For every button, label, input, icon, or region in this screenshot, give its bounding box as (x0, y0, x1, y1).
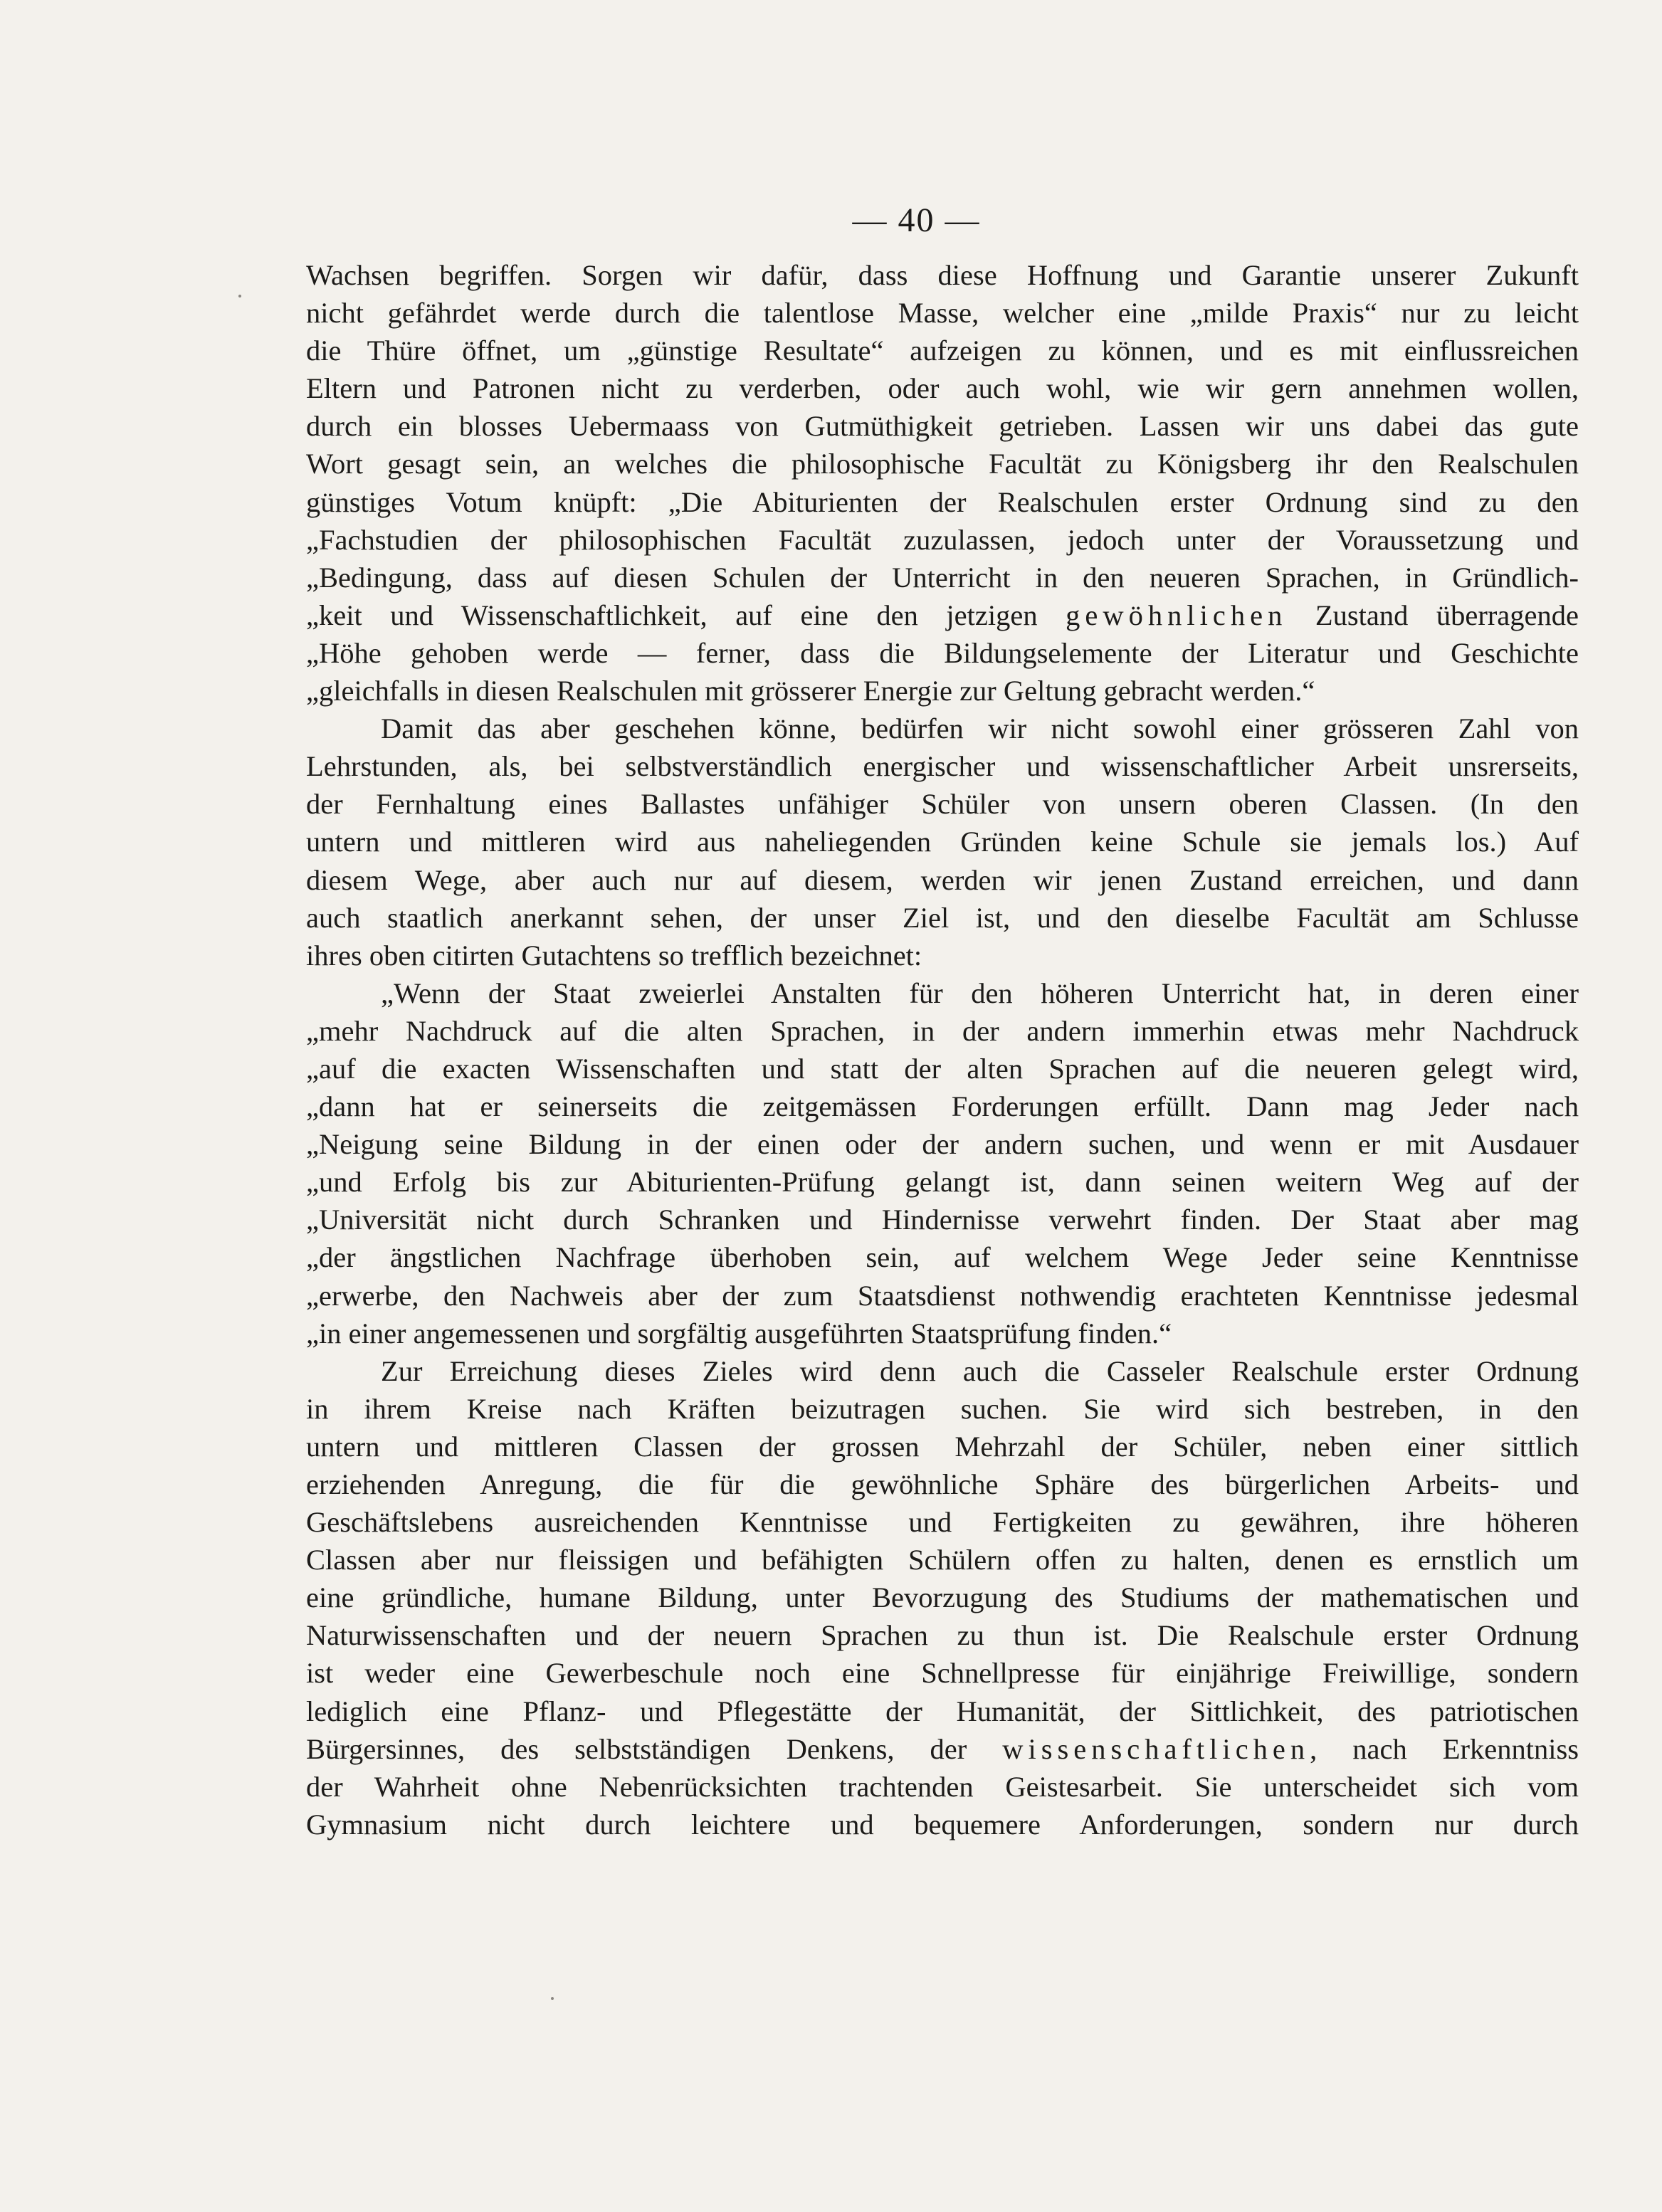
text-line: erziehenden Anregung, die für die gewöhnliche Sphäre des bürgerlichen Arbeits- und (306, 1468, 1579, 1500)
text-line: Classen aber nur fleissigen und befähigten Schülern offen zu halten, denen es ernstlich um (306, 1544, 1579, 1576)
text-line: Damit das aber geschehen könne, bedürfen wir nicht sowohl einer grösseren Zahl von (381, 712, 1579, 745)
text-run: Bürgersinnes, des selbstständigen Denkens, der (306, 1732, 1003, 1765)
scan-speck (238, 295, 241, 297)
text-line: „mehr Nachdruck auf die alten Sprachen, in der andern immerhin etwas mehr Nachdruck (306, 1014, 1579, 1047)
text-line: „Neigung seine Bildung in der einen oder der andern suchen, und wenn er mit Ausdauer (306, 1128, 1579, 1161)
text-line: „in einer angemessenen und sorgfältig ausgeführten Staatsprüfung finden.“ (306, 1317, 1172, 1349)
text-line: untern und mittleren Classen der grossen Mehrzahl der Schüler, neben einer sittlich (306, 1430, 1579, 1463)
scan-speck (551, 1997, 554, 2000)
text-line: die Thüre öffnet, um „günstige Resultate“ aufzeigen zu können, und es mit einflussreichen (306, 335, 1579, 367)
text-line: Gymnasium nicht durch leichtere und bequemere Anforderungen, sondern nur durch (306, 1808, 1579, 1840)
text-line: „Fachstudien der philosophischen Facultät zuzulassen, jedoch unter der Voraussetzung und (306, 523, 1579, 556)
text-line: untern und mittleren wird aus naheliegenden Gründen keine Schule sie jemals los.) Auf (306, 826, 1579, 858)
text-line: nicht gefährdet werde durch die talentlose Masse, welcher eine „milde Praxis“ nur zu leicht (306, 297, 1579, 330)
text-line: „Bedingung, dass auf diesen Schulen der Unterricht in den neueren Sprachen, in Gründlich- (306, 561, 1579, 594)
text-line: Wachsen begriffen. Sorgen wir dafür, dass diese Hoffnung und Garantie unserer Zukunft (306, 259, 1579, 291)
text-line (306, 596, 1579, 634)
text-line: Wort gesagt sein, an welches die philosophische Facultät zu Königsberg ihr den Realschulen (306, 448, 1579, 480)
paragraph-2 (306, 710, 1579, 974)
text-line: „Wenn der Staat zweierlei Anstalten für den höheren Unterricht hat, in deren einer (381, 976, 1579, 1009)
text-line: ist weder eine Gewerbeschule noch eine Schnellpresse für einjährige Freiwillige, sondern (306, 1657, 1579, 1690)
text-line: „Höhe gehoben werde — ferner, dass die Bildungselemente der Literatur und Geschichte (306, 636, 1579, 669)
text-line: „erwerbe, den Nachweis aber der zum Staatsdienst nothwendig erachteten Kenntnisse jedesmal (306, 1279, 1579, 1312)
text-line: durch ein blosses Uebermaass von Gutmüthigkeit getrieben. Lassen wir uns dabei das gute (306, 410, 1579, 443)
text-line: lediglich eine Pflanz- und Pflegestätte der Humanität, der Sittlichkeit, des patriotischen (306, 1695, 1579, 1727)
text-run: , nach Erkenntniss (1310, 1732, 1579, 1765)
spaced-emphasis: wissenschaftlichen (1002, 1732, 1310, 1765)
text-line: „der ängstlichen Nachfrage überhoben sein, auf welchem Wege Jeder seine Kenntnisse (306, 1241, 1579, 1274)
text-line: Geschäftslebens ausreichenden Kenntnisse und Fertigkeiten zu gewähren, ihre höheren (306, 1506, 1579, 1539)
paragraph-4 (306, 1352, 1579, 1843)
text-line: eine gründliche, humane Bildung, unter Bevorzugung des Studiums der mathematischen und (306, 1581, 1579, 1614)
text-line: Zur Erreichung dieses Zieles wird denn auch die Casseler Realschule erster Ordnung (381, 1354, 1579, 1387)
text-line (306, 1730, 1579, 1768)
body-text (306, 256, 1579, 1843)
text-line: ihres oben citirten Gutachtens so trefflich bezeichnet: (306, 939, 922, 971)
text-run: „keit und Wissenschaftlichkeit, auf eine den jetzigen (306, 599, 1066, 631)
text-line: Lehrstunden, als, bei selbstverständlich energischer und wissenschaftlicher Arbeit unsrerseits, (306, 750, 1579, 783)
text-line: „dann hat er seinerseits die zeitgemässen Forderungen erfüllt. Dann mag Jeder nach (306, 1090, 1579, 1123)
text-line: „gleichfalls in diesen Realschulen mit grösserer Energie zur Geltung gebracht werden.“ (306, 675, 1315, 707)
text-line: günstiges Votum knüpft: „Die Abiturienten der Realschulen erster Ordnung sind zu den (306, 485, 1579, 518)
text-line: auch staatlich anerkannt sehen, der unser Ziel ist, und den dieselbe Facultät am Schlusse (306, 901, 1579, 934)
paragraph-3-quotation (306, 974, 1579, 1352)
text-line: „auf die exacten Wissenschaften und statt der alten Sprachen auf die neueren gelegt wird, (306, 1052, 1579, 1085)
text-line: „Universität nicht durch Schranken und Hindernisse verwehrt finden. Der Staat aber mag (306, 1204, 1579, 1236)
text-line: der Wahrheit ohne Nebenrücksichten trachtenden Geistesarbeit. Sie unterscheidet sich vom (306, 1770, 1579, 1803)
text-line: „und Erfolg bis zur Abiturienten-Prüfung gelangt ist, dann seinen weitern Weg auf der (306, 1166, 1579, 1199)
page-number: — 40 — (852, 201, 981, 239)
paragraph-1 (306, 256, 1579, 710)
text-line: Eltern und Patronen nicht zu verderben, oder auch wohl, wie wir gern annehmen wollen, (306, 372, 1579, 405)
text-line: diesem Wege, aber auch nur auf diesem, werden wir jenen Zustand erreichen, und dann (306, 863, 1579, 896)
text-run: Zustand überragende (1287, 599, 1579, 631)
spaced-emphasis: gewöhnlichen (1066, 599, 1288, 631)
text-line: der Fernhaltung eines Ballastes unfähiger Schüler von unsern oberen Classen. (In den (306, 788, 1579, 821)
text-line: in ihrem Kreise nach Kräften beizutragen suchen. Sie wird sich bestreben, in den (306, 1392, 1579, 1425)
text-line: Naturwissenschaften und der neuern Sprachen zu thun ist. Die Realschule erster Ordnung (306, 1619, 1579, 1652)
